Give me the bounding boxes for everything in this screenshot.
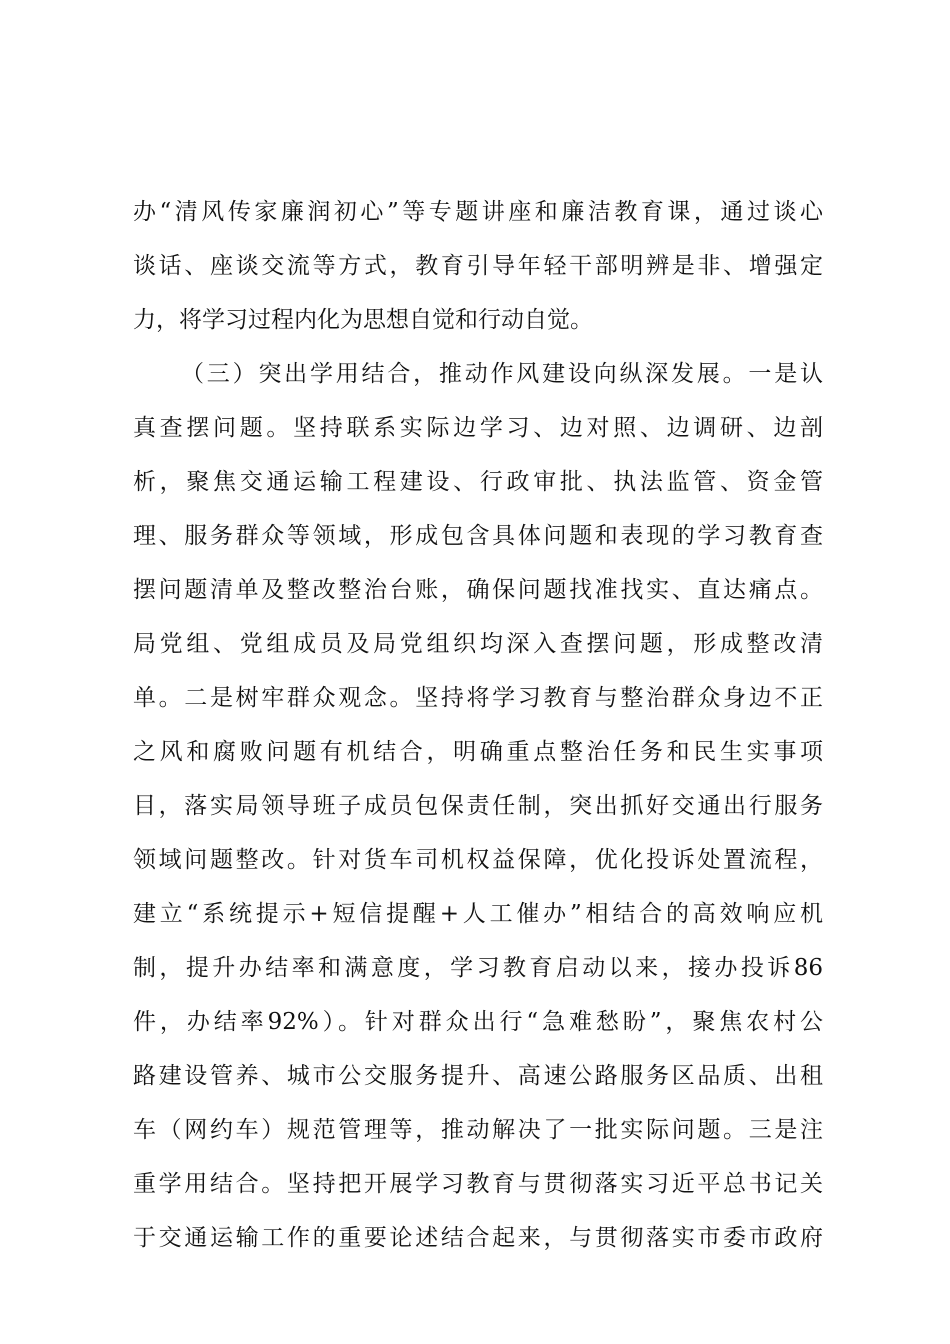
body-text [133,185,823,1265]
text-line-1: 办“清风传家廉润初心”等专题讲座和廉洁教育课，通过谈心 [133,199,823,225]
text-line-6: 析，聚焦交通运输工程建设、行政审批、执法监管、资金管 [133,469,823,495]
text-line-16: 件，办结率92%）。针对群众出行“急难愁盼”，聚焦农村公 [133,1009,823,1035]
text-line-2: 谈话、座谈交流等方式，教育引导年轻干部明辨是非、增强定 [133,253,823,279]
text-line-15: 制，提升办结率和满意度，学习教育启动以来，接办投诉86 [133,955,823,981]
text-line-14: 建立“系统提示+短信提醒+人工催办”相结合的高效响应机 [133,901,823,927]
text-line-8: 摆问题清单及整改整治台账，确保问题找准找实、直达痛点。 [133,577,823,603]
text-line-9: 局党组、党组成员及局党组织均深入查摆问题，形成整改清 [133,631,823,657]
text-line-19: 重学用结合。坚持把开展学习教育与贯彻落实习近平总书记关 [133,1171,823,1197]
text-line-5: 真查摆问题。坚持联系实际边学习、边对照、边调研、边剖 [133,415,823,441]
text-line-10: 单。二是树牢群众观念。坚持将学习教育与整治群众身边不正 [133,685,823,711]
text-line-20: 于交通运输工作的重要论述结合起来，与贯彻落实市委市政府 [133,1225,823,1251]
text-line-18: 车（网约车）规范管理等，推动解决了一批实际问题。三是注 [133,1117,823,1143]
text-line-12: 目，落实局领导班子成员包保责任制，突出抓好交通出行服务 [133,793,823,819]
text-line-17: 路建设管养、城市公交服务提升、高速公路服务区品质、出租 [133,1063,823,1089]
text-line-7: 理、服务群众等领域，形成包含具体问题和表现的学习教育查 [133,523,823,549]
text-line-4: （三）突出学用结合，推动作风建设向纵深发展。一是认 [181,361,823,387]
text-line-11: 之风和腐败问题有机结合，明确重点整治任务和民生实事项 [133,739,823,765]
text-line-3: 力，将学习过程内化为思想自觉和行动自觉。 [133,307,593,333]
text-line-13: 领域问题整改。针对货车司机权益保障，优化投诉处置流程， [133,847,823,873]
